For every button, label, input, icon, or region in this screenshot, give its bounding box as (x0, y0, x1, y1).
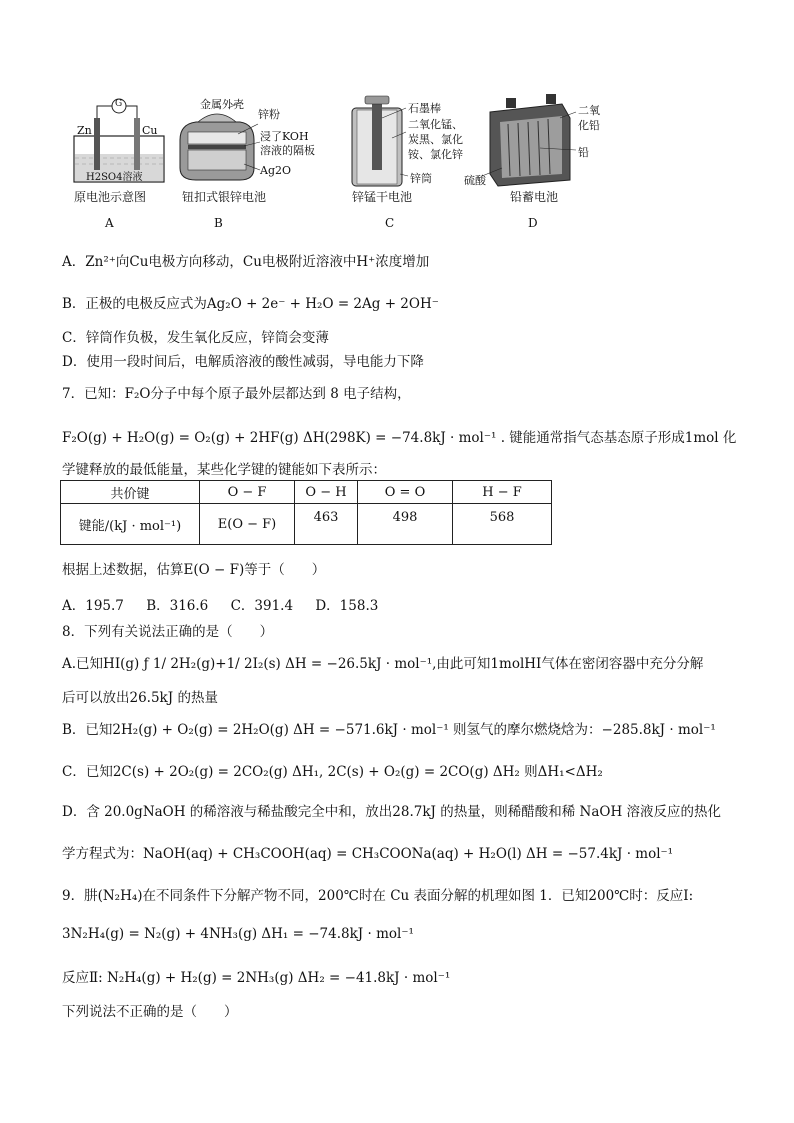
table-cell: 463 (295, 504, 358, 545)
figure-a-caption: 原电池示意图 (74, 190, 147, 204)
figure-c-caption: 锌锰干电池 (352, 190, 413, 204)
metal-shell-label: 金属外壳 (200, 98, 244, 111)
q7-option-b: B．316.6 (146, 598, 209, 614)
q8-option-d-line2: 学方程式为：NaOH(aq) + CH₃COOH(aq) = CH₃COONa(aq) + H₂O(l) ΔH = −57.4kJ · mol⁻¹ (62, 846, 674, 862)
koh-label: 浸了KOH (260, 130, 309, 143)
pbo2-label-2: 化铅 (578, 119, 600, 132)
ag2o-label: Ag2O (260, 164, 292, 177)
q7-options (62, 594, 378, 614)
sulfuric-acid-label: 硫酸 (464, 174, 486, 187)
solution-label: H2SO4溶液 (86, 172, 143, 183)
q8-stem: 8．下列有关说法正确的是（ ） (62, 624, 274, 640)
lead-label: 铅 (578, 146, 589, 159)
figure-c-letter: C (385, 216, 395, 230)
q6-option-d: D．使用一段时间后，电解质溶液的酸性减弱，导电能力下降 (62, 354, 424, 370)
table-header: O − H (295, 481, 358, 504)
q8-option-a-line1: A.已知HI(g) ƒ 1/ 2H₂(g)+1/ 2I₂(s) ΔH = −26.5kJ · mol⁻¹,由此可知1molHI气体在密闭容器中充分分解 (62, 656, 704, 672)
cu-label: Cu (142, 124, 158, 137)
bond-energy-table (60, 480, 552, 545)
table-header: 共价键 (61, 481, 200, 504)
q9-line1: 9．肼(N₂H₄)在不同条件下分解产物不同，200℃时在 Cu 表面分解的机理如图 1．已知200℃时：反应Ⅰ: (62, 888, 694, 904)
graphite-rod-label: 石墨棒 (408, 102, 441, 115)
battery-figures (62, 88, 682, 238)
galvanometer-label: G (115, 99, 123, 109)
q9-line4: 下列说法不正确的是（ ） (62, 1004, 238, 1020)
figure-d-letter: D (528, 216, 538, 230)
q8-option-a-line2: 后可以放出26.5kJ 的热量 (62, 690, 218, 706)
q9-line3: 反应Ⅱ: N₂H₄(g) + H₂(g) = 2NH₃(g) ΔH₂ = −41.8kJ · mol⁻¹ (62, 970, 451, 986)
q8-option-c: C．已知2C(s) + 2O₂(g) = 2CO₂(g) ΔH₁, 2C(s) + O₂(g) = 2CO(g) ΔH₂ 则ΔH₁<ΔH₂ (62, 764, 603, 780)
table-cell: 568 (453, 504, 552, 545)
figure-a-letter: A (105, 216, 114, 230)
dry-cell-diagram (352, 96, 408, 186)
row-label: 键能/(kJ · mol⁻¹) (61, 504, 200, 545)
carbon-label: 炭黑、氯化 (408, 133, 463, 146)
ammonium-label: 铵、氯化锌 (408, 148, 463, 161)
q7-equation-cont: 学键释放的最低能量，某些化学键的键能如下表所示： (62, 462, 386, 478)
table-header-row (61, 481, 552, 504)
separator-label: 溶液的隔板 (260, 144, 315, 157)
q6-option-a: A．Zn²⁺向Cu电极方向移动，Cu电极附近溶液中H⁺浓度增加 (62, 254, 430, 270)
q8-option-d-line1: D．含 20.0gNaOH 的稀溶液与稀盐酸完全中和，放出28.7kJ 的热量，则稀醋酸和稀 NaOH 溶液反应的热化 (62, 804, 722, 820)
q7-option-a: A．195.7 (62, 598, 124, 614)
table-header: H − F (453, 481, 552, 504)
figure-d-caption: 铅蓄电池 (510, 190, 559, 204)
table-row (61, 504, 552, 545)
q6-option-b: B．正极的电极反应式为Ag₂O + 2e⁻ + H₂O = 2Ag + 2OH⁻ (62, 296, 439, 312)
button-cell-diagram (180, 102, 260, 180)
lead-acid-battery-diagram (482, 94, 576, 186)
pbo2-label-1: 二氧 (578, 104, 600, 117)
table-header: O − F (200, 481, 295, 504)
figure-b-caption: 钮扣式银锌电池 (182, 190, 267, 204)
q7-stem: 7．已知：F₂O分子中每个原子最外层都达到 8 电子结构， (62, 386, 411, 402)
zinc-powder-label: 锌粉 (258, 108, 280, 121)
q7-equation: F₂O(g) + H₂O(g) = O₂(g) + 2HF(g) ΔH(298K) = −74.8kJ · mol⁻¹ . 键能通常指气态基态原子形成1mol 化 (62, 430, 737, 446)
table-cell: E(O − F) (200, 504, 295, 545)
zinc-can-label: 锌筒 (410, 172, 432, 185)
table-header: O = O (358, 481, 453, 504)
mno2-label: 二氧化锰、 (408, 118, 463, 131)
zn-label: Zn (77, 124, 92, 137)
q7-option-d: D．158.3 (315, 598, 379, 614)
figure-b-letter: B (214, 216, 223, 230)
q6-option-c: C．锌筒作负极，发生氧化反应，锌筒会变薄 (62, 330, 329, 346)
q7-question: 根据上述数据，估算E(O − F)等于（ ） (62, 562, 326, 578)
q8-option-b: B．已知2H₂(g) + O₂(g) = 2H₂O(g) ΔH = −571.6kJ · mol⁻¹ 则氢气的摩尔燃烧焓为：−285.8kJ · mol⁻¹ (62, 722, 716, 738)
q7-option-c: C．391.4 (230, 598, 294, 614)
q9-line2: 3N₂H₄(g) = N₂(g) + 4NH₃(g) ΔH₁ = −74.8kJ · mol⁻¹ (62, 926, 414, 942)
table-cell: 498 (358, 504, 453, 545)
